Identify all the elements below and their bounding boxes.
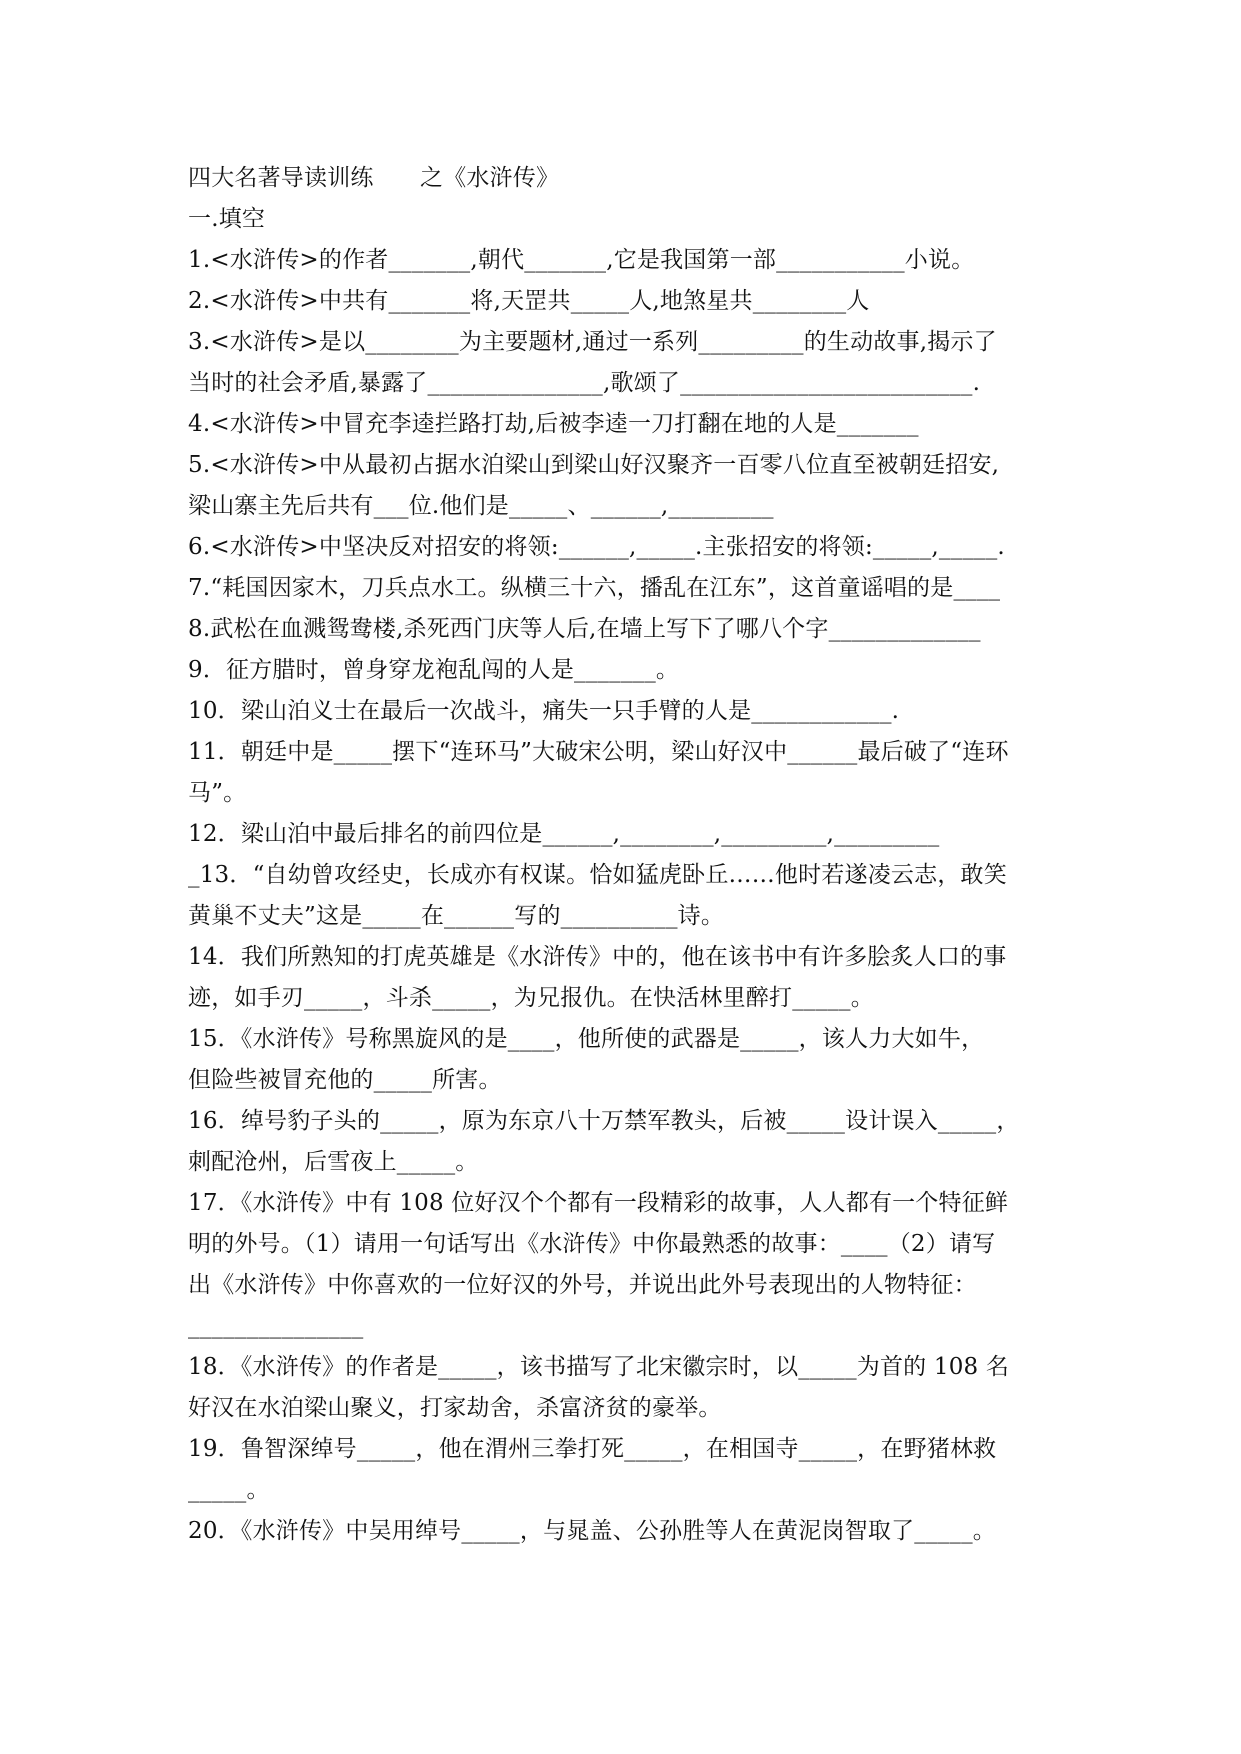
question-line: 马”。	[188, 780, 247, 806]
question-line: 14．我们所熟知的打虎英雄是《水浒传》中的，他在该书中有许多脍炙人口的事	[188, 944, 1007, 970]
question-line: 10．梁山泊义士在最后一次战斗，痛失一只手臂的人是____________.	[188, 698, 900, 724]
question-line: 20．《水浒传》中吴用绰号_____，与晁盖、公孙胜等人在黄泥岗智取了_____。	[188, 1518, 996, 1544]
question-line: 8.武松在血溅鸳鸯楼,杀死西门庆等人后,在墙上写下了哪八个字_____________	[188, 616, 981, 642]
worksheet-content	[188, 158, 1048, 1552]
question-line: 5.<水浒传>中从最初占据水泊梁山到梁山好汉聚齐一百零八位直至被朝廷招安,	[188, 452, 1000, 478]
question-line: 16．绰号豹子头的_____，原为东京八十万禁军教头，后被_____设计误入_____，	[188, 1108, 1020, 1134]
question-line: 12．梁山泊中最后排名的前四位是______,________,_________,_________	[188, 821, 940, 847]
question-line: _____。	[188, 1477, 270, 1503]
question-line: 4.<水浒传>中冒充李逵拦路打劫,后被李逵一刀打翻在地的人是_______	[188, 411, 919, 437]
question-line: 17．《水浒传》中有 108 位好汉个个都有一段精彩的故事，人人都有一个特征鲜	[188, 1190, 1009, 1216]
question-line: 9．征方腊时，曾身穿龙袍乱闯的人是_______。	[188, 657, 680, 683]
section-heading: 一.填空	[188, 206, 266, 232]
question-line: 7.“耗国因家木，刀兵点水工。纵横三十六，播乱在江东”，这首童谣唱的是____	[188, 575, 1001, 601]
question-line: _______________	[188, 1313, 364, 1339]
question-line: 出《水浒传》中你喜欢的一位好汉的外号，并说出此外号表现出的人物特征：	[188, 1272, 977, 1298]
question-line: 1.<水浒传>的作者_______,朝代_______,它是我国第一部___________小说。	[188, 247, 975, 273]
question-line: 刺配沧州，后雪夜上_____。	[188, 1149, 479, 1175]
question-line: _13．“自幼曾攻经史，长成亦有权谋。恰如猛虎卧丘……他时若遂凌云志，敢笑	[188, 862, 1007, 888]
question-line: 好汉在水泊梁山聚义，打家劫舍，杀富济贫的豪举。	[188, 1395, 722, 1421]
worksheet-title: 四大名著导读训练 之《水浒传》	[188, 165, 560, 191]
question-line: 但险些被冒充他的_____所害。	[188, 1067, 502, 1093]
question-line: 2.<水浒传>中共有_______将,天罡共_____人,地煞星共________人	[188, 288, 870, 314]
question-line: 15．《水浒传》号称黑旋风的是____，他所使的武器是_____，该人力大如牛，	[188, 1026, 985, 1052]
question-line: 当时的社会矛盾,暴露了_______________,歌颂了_________________________.	[188, 370, 981, 396]
question-line: 3.<水浒传>是以________为主要题材,通过一系列_________的生动故事,揭示了	[188, 329, 997, 355]
question-line: 黄巢不丈夫”这是_____在______写的__________诗。	[188, 903, 725, 929]
question-line: 明的外号。（1）请用一句话写出《水浒传》中你最熟悉的故事：____（2）请写	[188, 1231, 996, 1257]
question-line: 19．鲁智深绰号_____，他在渭州三拳打死_____，在相国寺_____，在野猪林救	[188, 1436, 997, 1462]
question-line: 梁山寨主先后共有___位.他们是_____、______,_________	[188, 493, 774, 519]
question-line: 11．朝廷中是_____摆下“连环马”大破宋公明，梁山好汉中______最后破了“连环	[188, 739, 1009, 765]
question-line: 迹，如手刃_____，斗杀_____，为兄报仇。在快活林里醉打_____。	[188, 985, 874, 1011]
question-line: 6.<水浒传>中坚决反对招安的将领:______,_____.主张招安的将领:_____,_____.	[188, 534, 1005, 560]
question-line: 18．《水浒传》的作者是_____，该书描写了北宋徽宗时，以_____为首的 108 名	[188, 1354, 1010, 1380]
